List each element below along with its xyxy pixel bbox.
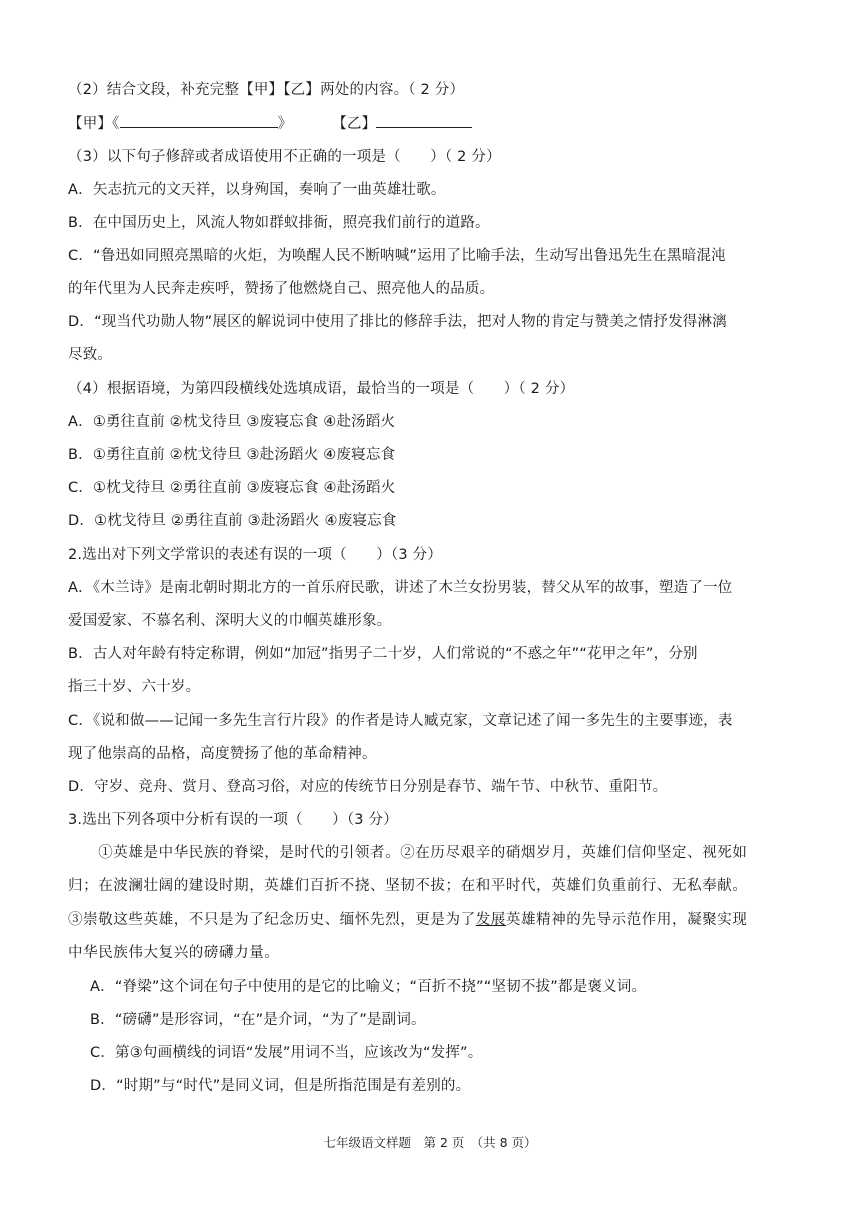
q3-option-c: C．第③句画横线的词语“发展”用词不当，应该改为“发挥”。 bbox=[90, 1045, 483, 1061]
q1-4-prompt: （4）根据语境，为第四段横线处选填成语，最恰当的一项是（ ）（ 2 分） bbox=[68, 381, 575, 397]
q1-4-option-d: D．①枕戈待旦 ②勇往直前 ③赴汤蹈火 ④废寝忘食 bbox=[68, 513, 397, 529]
jia-blank[interactable] bbox=[120, 112, 278, 128]
jia-label: 【甲】《 bbox=[68, 116, 120, 132]
q3-prompt: 3.选出下列各项中分析有误的一项（ ）（3 分） bbox=[68, 812, 398, 828]
q2-option-c-line1: C．《说和做——记闻一多先生言行片段》的作者是诗人臧克家，文章记述了闻一多先生的主要事迹，表 bbox=[68, 713, 733, 729]
q1-2-prompt: （2）结合文段，补充完整【甲】【乙】两处的内容。（ 2 分） bbox=[68, 82, 465, 98]
q1-4-option-b: B．①勇往直前 ②枕戈待旦 ③赴汤蹈火 ④废寝忘食 bbox=[68, 447, 396, 463]
q1-2-answer-line bbox=[68, 112, 800, 135]
q2-option-b-line2: 指三十岁、六十岁。 bbox=[68, 679, 201, 695]
q3-option-d: D．“时期”与“时代”是同义词，但是所指范围是有差别的。 bbox=[90, 1078, 471, 1094]
q3-passage-line3 bbox=[68, 909, 800, 931]
q2-option-a-line2: 爱国爱家、不慕名利、深明大义的巾帼英雄形象。 bbox=[68, 613, 392, 629]
q2-option-d: D．守岁、竞舟、赏月、登高习俗，对应的传统节日分别是春节、端午节、中秋节、重阳节。 bbox=[68, 779, 668, 795]
q1-3-option-d-line1: D．“现当代功勋人物”展区的解说词中使用了排比的修辞手法，把对人物的肯定与赞美之情抒发得淋漓 bbox=[68, 314, 727, 330]
q3-passage-line3-start: ③崇敬这些英雄，不只是为了纪念历史、缅怀先烈，更是为了 bbox=[68, 912, 476, 928]
q2-option-c-line2: 现了他崇高的品格，高度赞扬了他的革命精神。 bbox=[68, 746, 377, 762]
q3-passage-line2: 归；在波澜壮阔的建设时期，英雄们百折不挠、坚韧不拔；在和平时代，英雄们负重前行、无私奉献。 bbox=[68, 878, 748, 894]
q3-option-a: A．“脊梁”这个词在句子中使用的是它的比喻义；“百折不挠”“坚韧不拔”都是褒义词。 bbox=[90, 979, 647, 995]
q2-option-b-line1: B．古人对年龄有特定称谓，例如“加冠”指男子二十岁，人们常说的“不惑之年”“花甲之年”，分别 bbox=[68, 646, 698, 662]
q3-passage-line3-end: 英雄精神的先导示范作用，凝聚实现 bbox=[505, 912, 748, 928]
q1-3-option-d-line2: 尽致。 bbox=[68, 347, 113, 363]
jia-close: 》 bbox=[277, 116, 293, 132]
q1-4-option-c: C．①枕戈待旦 ②勇往直前 ③废寝忘食 ④赴汤蹈火 bbox=[68, 480, 396, 496]
q2-prompt: 2.选出对下列文学常识的表述有误的一项（ ）（3 分） bbox=[68, 547, 443, 563]
q1-3-prompt: （3）以下句子修辞或者成语使用不正确的一项是（ ）（ 2 分） bbox=[68, 149, 501, 165]
underlined-word-fazhan: 发展 bbox=[475, 912, 506, 928]
q1-3-option-c-line2: 的年代里为人民奔走疾呼，赞扬了他燃烧自己、照亮他人的品质。 bbox=[68, 281, 495, 297]
q3-passage-line1: ①英雄是中华民族的脊梁，是时代的引领者。②在历尽艰辛的硝烟岁月，英雄们信仰坚定、视死如 bbox=[68, 845, 748, 861]
q1-3-option-c-line1: C．“鲁迅如同照亮黑暗的火炬，为唤醒人民不断呐喊”运用了比喻手法，生动写出鲁迅先生在黑暗混沌 bbox=[68, 248, 726, 264]
page-footer: 七年级语文样题 第 2 页 （共 8 页） bbox=[323, 1135, 537, 1150]
yi-label: 【乙】 bbox=[332, 116, 377, 132]
q1-3-option-b: B．在中国历史上，风流人物如群蚁排衙，照亮我们前行的道路。 bbox=[68, 215, 490, 231]
q1-3-option-a: A．矢志抗元的文天祥，以身殉国，奏响了一曲英雄壮歌。 bbox=[68, 182, 446, 198]
q1-4-option-a: A．①勇往直前 ②枕戈待旦 ③废寝忘食 ④赴汤蹈火 bbox=[68, 414, 396, 430]
yi-blank[interactable] bbox=[376, 112, 472, 128]
q2-option-a-line1: A．《木兰诗》是南北朝时期北方的一首乐府民歌，讲述了木兰女扮男装，替父从军的故事，塑造了一位 bbox=[68, 580, 733, 596]
q3-option-b: B．“磅礴”是形容词，“在”是介词，“为了”是副词。 bbox=[90, 1012, 426, 1028]
q3-passage-line4: 中华民族伟大复兴的磅礴力量。 bbox=[68, 945, 280, 961]
